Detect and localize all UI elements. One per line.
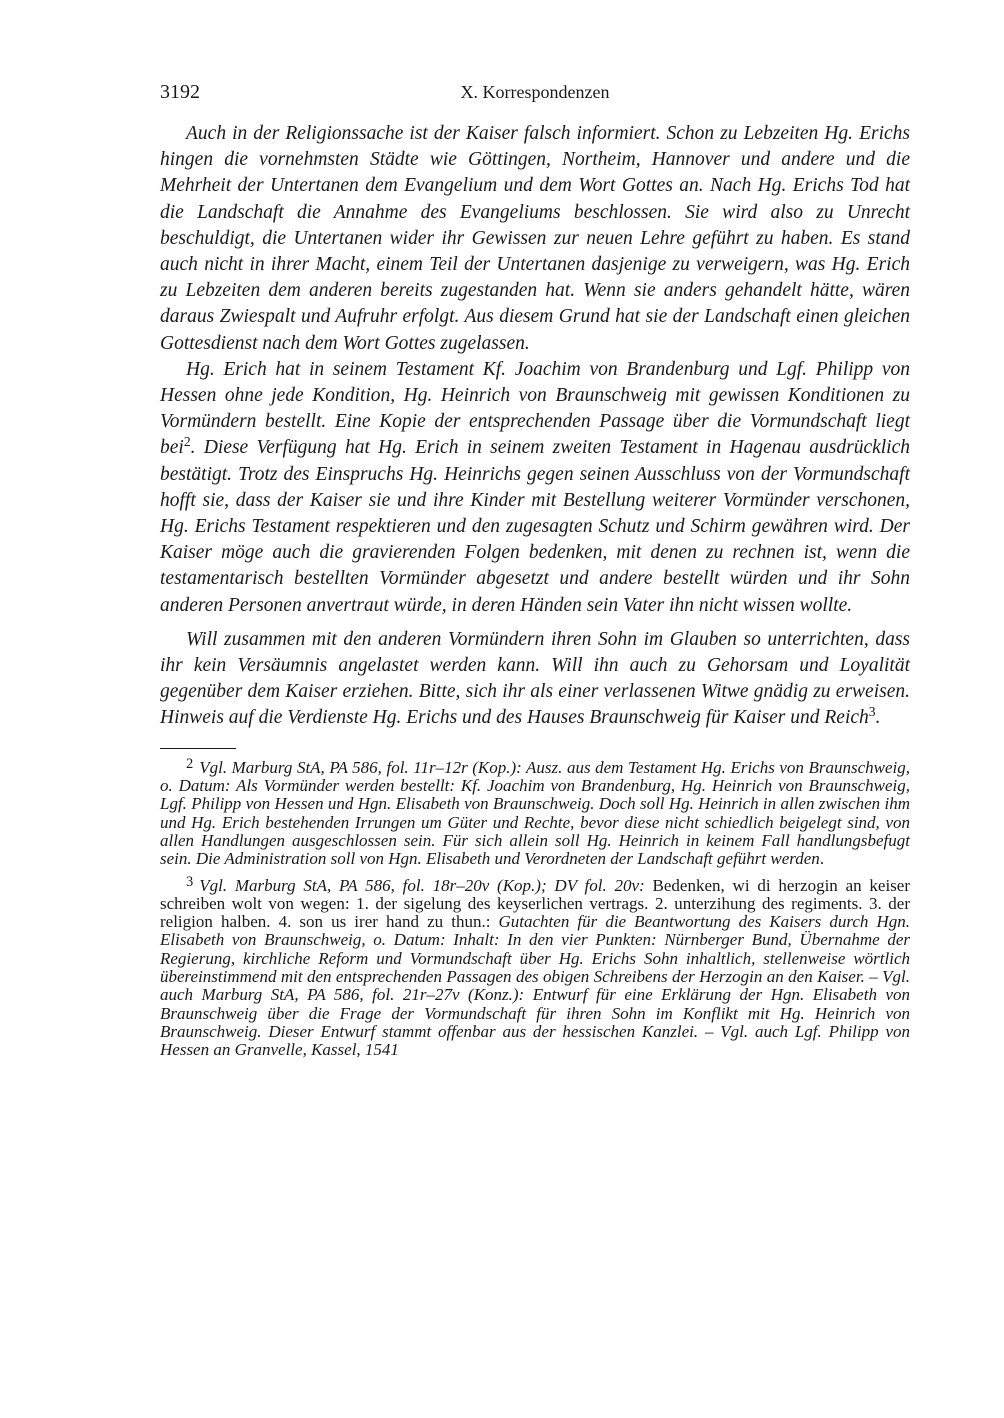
page xyxy=(160,78,910,1060)
paragraph-education: Will zusammen mit den anderen Vormündern ihren Sohn im Glauben so unterrichten, dass ihr kein Versäumnis angelastet werden kann. Will ihn auch zu Gehorsam und Loyalität gegenüber dem Kaiser erziehen. Bitte, sich ihr als einer verlassenen Witwe gnädig zu erweisen. Hinweis auf die Verdienste Hg. Erichs und des Hauses Braunschweig für Kaiser und Reich$^3$. xyxy=(160,628,910,729)
running-head: X. Korrespondenzen xyxy=(460,82,610,102)
footnote-number: 3 xyxy=(186,873,194,890)
source-quote: Bedenken, wi di herzogin an keiser schreiben wolt von wegen: 1. der sigelung des keyserlichen vertrags. 2. unterzihung des regiments. 3. der religion halben. 4. son us irer hand zu thun.: xyxy=(160,875,911,932)
footnote-number: 2 xyxy=(186,755,194,772)
footnote-ref-3[interactable]: 3 xyxy=(868,704,876,720)
page-number: 3192 xyxy=(160,81,200,103)
page-header xyxy=(160,78,910,106)
footnote-2: $^2$ Vgl. Marburg StA, PA 586, fol. 11r–12r (Kop.): Ausz. aus dem Testament Hg. Erichs von Braunschweig, o. Datum: Als Vormünder werden bestellt: Kf. Joachim von Brandenburg, Hg. Heinrich von Braunschweig, Lgf. Philipp von Hessen und Hgn. Elisabeth von Braunschweig. Doch soll Hg. Heinrich in allen zwischen ihm und Hg. Erich bestehenden Irrungen um Güter und Rechte, bevor diese nicht schiedlich beigelegt sind, von allen Handlungen ausgeschlossen sein. Für sich allein soll Hg. Heinrich in keinem Fall handlungsbefugt sein. Die Administration soll von Hgn. Elisabeth und Verordneten der Landschaft geführt werden. xyxy=(160,755,910,869)
paragraph-testament: Hg. Erich hat in seinem Testament Kf. Joachim von Brandenburg und Lgf. Philipp von Hessen ohne jede Kondition, Hg. Heinrich von Braunschweig mit gewissen Konditionen zu Vormündern bestellt. Eine Kopie der entsprechenden Passage über die Vormundschaft liegt bei$^2$. Diese Verfügung hat Hg. Erich in seinem zweiten Testament in Hagenau ausdrücklich bestätigt. Trotz des Einspruchs Hg. Heinrichs gegen seinen Ausschluss von der Vormundschaft hofft sie, dass der Kaiser sie und ihre Kinder mit Bestellung weiterer Vormünder verschonen, Hg. Erichs Testament respektieren und den zugesagten Schutz und Schirm gewähren wird. Der Kaiser möge auch die gravierenden Folgen bedenken, mit denen zu rechnen ist, wenn die testamentarisch bestellten Vormünder abgesetzt und andere bestellt würden und ihr Sohn anderen Personen anvertraut würde, in deren Händen sein Vater ihn nicht wissen wollte. xyxy=(160,358,910,616)
footnote-rule xyxy=(160,748,236,749)
body-text xyxy=(160,121,910,732)
paragraph-religion: Auch in der Religionssache ist der Kaiser falsch informiert. Schon zu Lebzeiten Hg. Erichs hingen die vornehmsten Städte wie Göttingen, Northeim, Hannover und andere und die Mehrheit der Untertanen dem Evangelium und dem Wort Gottes an. Nach Hg. Erichs Tod hat die Landschaft die Annahme des Evangeliums beschlossen. Sie wird also zu Unrecht beschuldigt, die Untertanen wider ihr Gewissen zur neuen Lehre geführt zu haben. Es stand auch nicht in ihrer Macht, einem Teil der Untertanen dasjenige zu verweigern, was Hg. Erich zu Lebzeiten dem anderen bereits zugestanden hat. Wenn sie anders gehandelt hätte, wären daraus Zwiespalt und Aufruhr erfolgt. Aus diesem Grund hat sie der Landschaft einen gleichen Gottesdienst nach dem Wort Gottes zugelassen. xyxy=(160,123,910,354)
footnote-ref-2[interactable]: 2 xyxy=(183,434,191,450)
footnote-3: $^3$ Vgl. Marburg StA, PA 586, fol. 18r–20v (Kop.); DV fol. 20v: Bedenken, wi di herzogin an keiser schreiben wolt von wegen: 1. der sigelung des keyserlichen vertrags. 2. unterzihung des regiments. 3. der religion halben. 4. son us irer hand zu thun.: Gutachten für die Beantwortung des Kaisers durch Hgn. Elisabeth von Braunschweig, o. Datum: Inhalt: In den vier Punkten: Nürnberger Bund, Übernahme der Regierung, kirchliche Reform und Vormundschaft über Hg. Erichs Sohn inhaltlich, stellenweise wörtlich übereinstimmend mit den entsprechenden Passagen des obigen Schreibens der Herzogin an den Kaiser. – Vgl. auch Marburg StA, PA 586, fol. 21r–27v (Konz.): Entwurf für eine Erklärung der Hgn. Elisabeth von Braunschweig über die Frage der Vormundschaft für ihren Sohn im Konflikt mit Hg. Heinrich von Braunschweig. Dieser Entwurf stammt offenbar aus der hessischen Kanzlei. – Vgl. auch Lgf. Philipp von Hessen an Granvelle, Kassel, 1541 xyxy=(160,873,911,1060)
footnotes xyxy=(160,755,910,1060)
